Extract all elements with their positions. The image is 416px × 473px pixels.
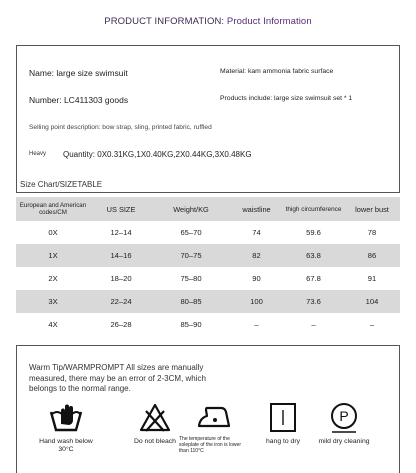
cell-weight: 65–70	[180, 228, 202, 237]
size-chart-title: Size Chart/SIZETABLE	[20, 180, 103, 189]
header-thigh: thigh circumference	[283, 197, 344, 221]
care-item-no-bleach	[133, 402, 177, 446]
cell-weight: 80–85	[152, 290, 230, 313]
cell-code: 1X	[16, 244, 90, 267]
product-name: Name: large size swimsuit	[29, 68, 128, 78]
cell-code: 0X	[48, 228, 58, 237]
page-title	[0, 16, 416, 27]
table-row	[16, 290, 400, 313]
cell-thigh: 59.6	[306, 228, 321, 237]
dry-cleaning-icon	[328, 402, 360, 434]
iron-low-icon	[195, 402, 233, 432]
care-item-hang-dry	[263, 402, 303, 446]
cell-waistline: 82	[230, 244, 283, 267]
do-not-bleach-icon	[139, 402, 171, 434]
title-suffix: Product Information	[224, 16, 312, 27]
heavy-label: Heavy	[29, 151, 47, 157]
warm-tip-text: Warm Tip/WARMPROMPT All sizes are manually measured, there may be an error of 2-3CM, which belongs to the normal range.	[29, 363, 206, 393]
cell-code: 3X	[16, 290, 90, 313]
cell-us-size: 18–20	[110, 274, 132, 283]
cell-code: 2X	[48, 274, 58, 283]
svg-text:P: P	[339, 408, 349, 424]
cell-lower-bust: 104	[344, 290, 400, 313]
cell-waistline: 90	[252, 274, 261, 283]
cell-thigh: 63.8	[283, 244, 344, 267]
size-table-header	[16, 197, 400, 221]
care-item-hand-wash	[31, 402, 101, 454]
cell-weight: 75–80	[180, 274, 202, 283]
quantity-weights: Quantity: 0X0.31KG,1X0.40KG,2X0.44KG,3X0.48KG	[63, 150, 252, 159]
header-weight: Weight/KG	[152, 197, 230, 221]
product-number: Number: LC411303 goods	[29, 95, 129, 105]
care-item-dry-clean	[309, 402, 379, 446]
dry-clean-label: mild dry cleaning	[318, 438, 370, 445]
cell-waistline: 100	[230, 290, 283, 313]
table-row	[16, 313, 400, 336]
cell-thigh: 67.8	[306, 274, 321, 283]
cell-us-size: 22–24	[90, 290, 152, 313]
cell-us-size: 26–28	[110, 320, 132, 329]
cell-code: 4X	[48, 320, 58, 329]
header-eu-code: European and American codes/CM	[16, 197, 90, 221]
iron-label: The temperature of the soleplate of the iron is lower than 110°C	[179, 436, 241, 454]
table-row	[16, 267, 400, 290]
cell-weight: 85–90	[180, 320, 202, 329]
cell-weight: 70–75	[152, 244, 230, 267]
hang-dry-label: hang to dry	[265, 438, 300, 445]
header-us-size: US SIZE	[90, 197, 152, 221]
product-material: Material: kam ammonia fabric surface	[220, 68, 334, 75]
cell-lower-bust: –	[369, 320, 375, 329]
product-info-box	[16, 45, 400, 193]
selling-point: Selling point description: bow strap, sling, printed fabric, ruffled	[29, 124, 212, 131]
cell-lower-bust: 78	[367, 228, 377, 237]
hand-wash-label: Hand wash below 30°C	[39, 438, 93, 453]
size-table	[16, 197, 400, 336]
hand-wash-icon	[48, 402, 84, 434]
product-includes: Products include: large size swimsuit set * 1	[220, 95, 353, 102]
title-prefix: PRODUCT INFORMATION:	[104, 16, 225, 27]
cell-lower-bust: 86	[344, 244, 400, 267]
cell-waistline: 74	[252, 228, 261, 237]
table-row	[16, 221, 400, 244]
cell-lower-bust: 91	[367, 274, 377, 283]
care-item-iron	[179, 402, 249, 454]
header-lower-bust: lower bust	[344, 197, 400, 221]
hang-to-dry-icon	[268, 402, 298, 434]
no-bleach-label: Do not bleach	[134, 438, 176, 445]
cell-thigh: –	[311, 320, 316, 329]
header-waistline: waistline	[230, 197, 283, 221]
table-row	[16, 244, 400, 267]
cell-waistline: –	[254, 320, 259, 329]
cell-thigh: 73.6	[283, 290, 344, 313]
cell-us-size: 14–16	[90, 244, 152, 267]
warm-tip-box	[16, 345, 400, 473]
cell-us-size: 12–14	[110, 228, 132, 237]
